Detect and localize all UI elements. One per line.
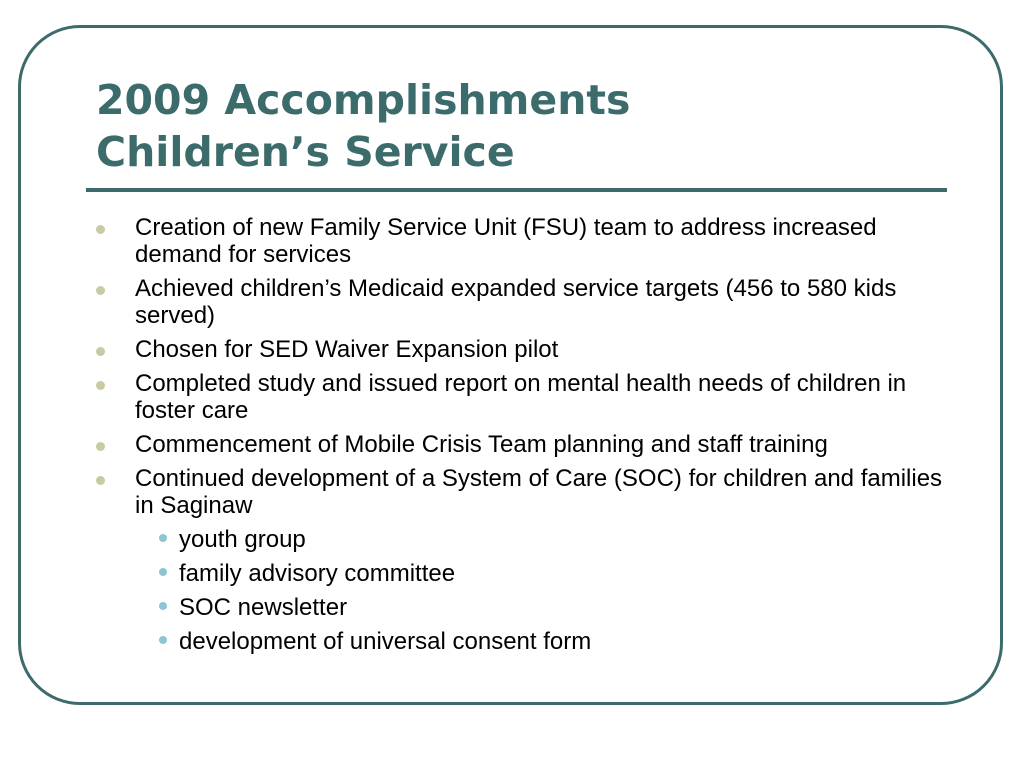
sub-bullet-dot-icon	[159, 636, 167, 644]
bullet-text: Commencement of Mobile Crisis Team planning and staff training	[135, 431, 828, 458]
sub-bullet-text: family advisory committee	[179, 560, 456, 587]
sub-bullet-item	[135, 628, 946, 655]
sub-bullet-list	[135, 526, 946, 655]
bullet-item	[96, 465, 946, 655]
title-divider	[86, 188, 947, 192]
sub-bullet-item	[135, 594, 946, 621]
bullet-text: Chosen for SED Waiver Expansion pilot	[135, 336, 559, 363]
bullet-dot-icon	[96, 347, 105, 356]
sub-bullet-text: development of universal consent form	[179, 628, 592, 655]
bullet-dot-icon	[96, 286, 105, 295]
bullet-text: Continued development of a System of Care (SOC) for children and families in Saginaw	[135, 465, 943, 519]
sub-bullet-dot-icon	[159, 602, 167, 610]
bullet-item	[96, 370, 946, 424]
bullet-list	[96, 214, 946, 662]
bullet-item	[96, 214, 946, 268]
bullet-text: Achieved children’s Medicaid expanded service targets (456 to 580 kids served)	[135, 275, 897, 329]
sub-bullet-text: youth group	[179, 526, 306, 553]
title-line-1: 2009 Accomplishments	[96, 76, 631, 124]
title-line-2: Children’s Service	[96, 128, 515, 176]
bullet-item	[96, 275, 946, 329]
sub-bullet-dot-icon	[159, 568, 167, 576]
bullet-dot-icon	[96, 476, 105, 485]
bullet-text: Completed study and issued report on mental health needs of children in foster care	[135, 370, 907, 424]
bullet-dot-icon	[96, 442, 105, 451]
bullet-item	[96, 431, 946, 458]
bullet-item	[96, 336, 946, 363]
bullet-text: Creation of new Family Service Unit (FSU) team to address increased demand for services	[135, 214, 877, 268]
sub-bullet-text: SOC newsletter	[179, 594, 348, 621]
bullet-dot-icon	[96, 225, 105, 234]
sub-bullet-dot-icon	[159, 534, 167, 542]
sub-bullet-item	[135, 526, 946, 553]
slide-title	[96, 74, 630, 178]
bullet-dot-icon	[96, 381, 105, 390]
sub-bullet-item	[135, 560, 946, 587]
